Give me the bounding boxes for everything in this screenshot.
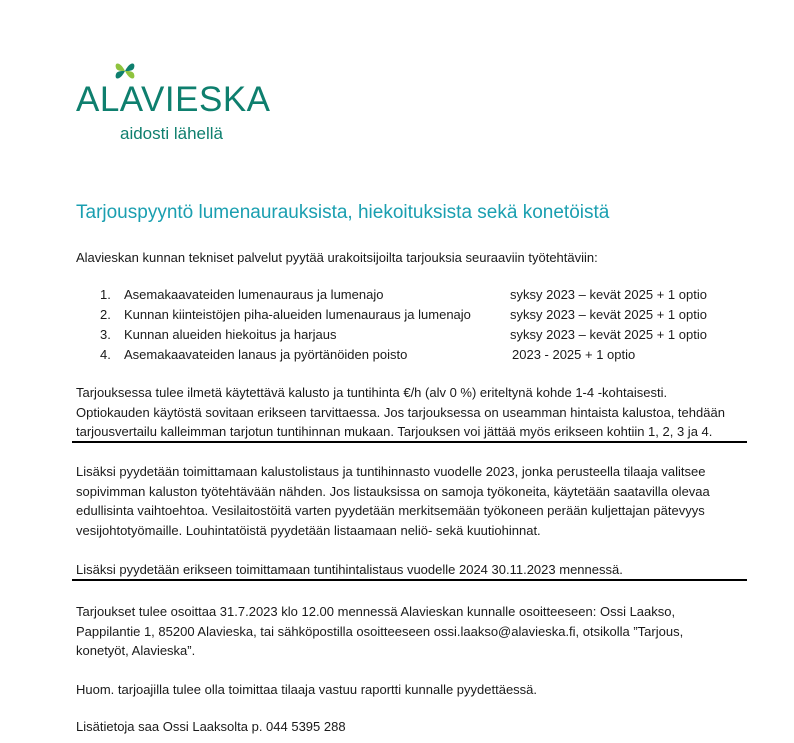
task-item-3	[76, 325, 756, 345]
paragraph-line: Tarjouksessa tulee ilmetä käytettävä kalusto ja tuntihinta €/h (alv 0 %) eriteltynä kohde 1-4 -kohtaisesti.	[76, 385, 668, 400]
pricing-paragraph	[76, 383, 725, 442]
task-description: Kunnan kiinteistöjen piha-alueiden lumenauraus ja lumenajo	[124, 307, 471, 322]
task-period: 2023 - 2025 + 1 optio	[512, 347, 636, 362]
paragraph-line: vesijohtotyömaille. Louhintatöistä pyydetään listaamaan neliö- sekä kuutiohinnat.	[76, 522, 541, 538]
equipment-paragraph	[76, 462, 710, 540]
task-number: 2.	[100, 307, 111, 322]
horizontal-rule	[72, 579, 747, 581]
task-number: 1.	[100, 287, 111, 302]
task-list	[76, 285, 756, 365]
task-item-2	[76, 305, 756, 325]
task-description: Asemakaavateiden lumenauraus ja lumenajo	[124, 287, 384, 302]
paragraph-line: Optiokauden käytöstä sovitaan erikseen tarvittaessa. Jos tarjouksessa on useamman hintaista kalustoa, tehdään	[76, 404, 725, 420]
paragraph-line: sopivimman kaluston työtehtävään nähden. Jos listauksissa on samoja työkoneita, käytetään saatavilla olevaa	[76, 483, 710, 499]
paragraph-line: konetyöt, Alavieska”.	[76, 643, 196, 658]
logo-tagline: aidosti lähellä	[120, 124, 224, 143]
note-paragraph: Huom. tarjoajilla tulee olla toimittaa tilaaja vastuu raportti kunnalle pyydettäessä.	[76, 682, 538, 697]
task-item-1	[76, 285, 756, 305]
contact-paragraph: Lisätietoja saa Ossi Laaksolta p. 044 5395 288	[76, 719, 346, 734]
paragraph-line: Tarjoukset tulee osoittaa 31.7.2023 klo 12.00 mennessä Alavieskan kunnalle osoitteeseen: Ossi Laakso,	[76, 604, 676, 619]
task-number: 4.	[100, 347, 111, 362]
submission-paragraph	[76, 602, 683, 661]
task-description: Asemakaavateiden lanaus ja pyörtänöiden poisto	[124, 347, 408, 362]
task-period: syksy 2023 – kevät 2025 + 1 optio	[510, 287, 707, 302]
horizontal-rule	[72, 441, 747, 443]
paragraph-line: Pappilantie 1, 85200 Alavieska, tai sähköpostilla osoitteeseen ossi.laakso@alavieska.fi, otsikolla ”Tarjous,	[76, 623, 684, 639]
paragraph-line: edullisinta vaihtoehtoa. Vesilaitostöitä varten pyydetään merkitsemään työkoneen perään kuljettajan pätevyys	[76, 503, 705, 518]
paragraph-line: tarjousvertailu kalleimman tarjotun tuntihinnan mukaan. Tarjouksen voi jättää myös erikseen kohtiin 1, 2, 3 ja 4.	[76, 424, 713, 439]
price-list-paragraph: Lisäksi pyydetään erikseen toimittamaan tuntihintalistaus vuodelle 2024 30.11.2023 mennessä.	[76, 562, 623, 577]
task-description: Kunnan alueiden hiekoitus ja harjaus	[124, 327, 337, 342]
task-item-4	[76, 345, 756, 365]
document-title: Tarjouspyyntö lumenaurauksista, hiekoituksista sekä konetöistä	[76, 202, 610, 223]
task-number: 3.	[100, 327, 111, 342]
task-period: syksy 2023 – kevät 2025 + 1 optio	[510, 327, 707, 342]
paragraph-line: Lisäksi pyydetään toimittamaan kalustolistaus ja tuntihinnasto vuodelle 2023, jonka perusteella tilaaja valitsee	[76, 464, 706, 479]
task-period: syksy 2023 – kevät 2025 + 1 optio	[510, 307, 707, 322]
alavieska-logo	[76, 58, 296, 148]
logo-name: ALAVIESKA	[76, 80, 271, 119]
intro-text: Alavieskan kunnan tekniset palvelut pyytää urakoitsijoilta tarjouksia seuraaviin työtehtäviin:	[76, 250, 598, 265]
